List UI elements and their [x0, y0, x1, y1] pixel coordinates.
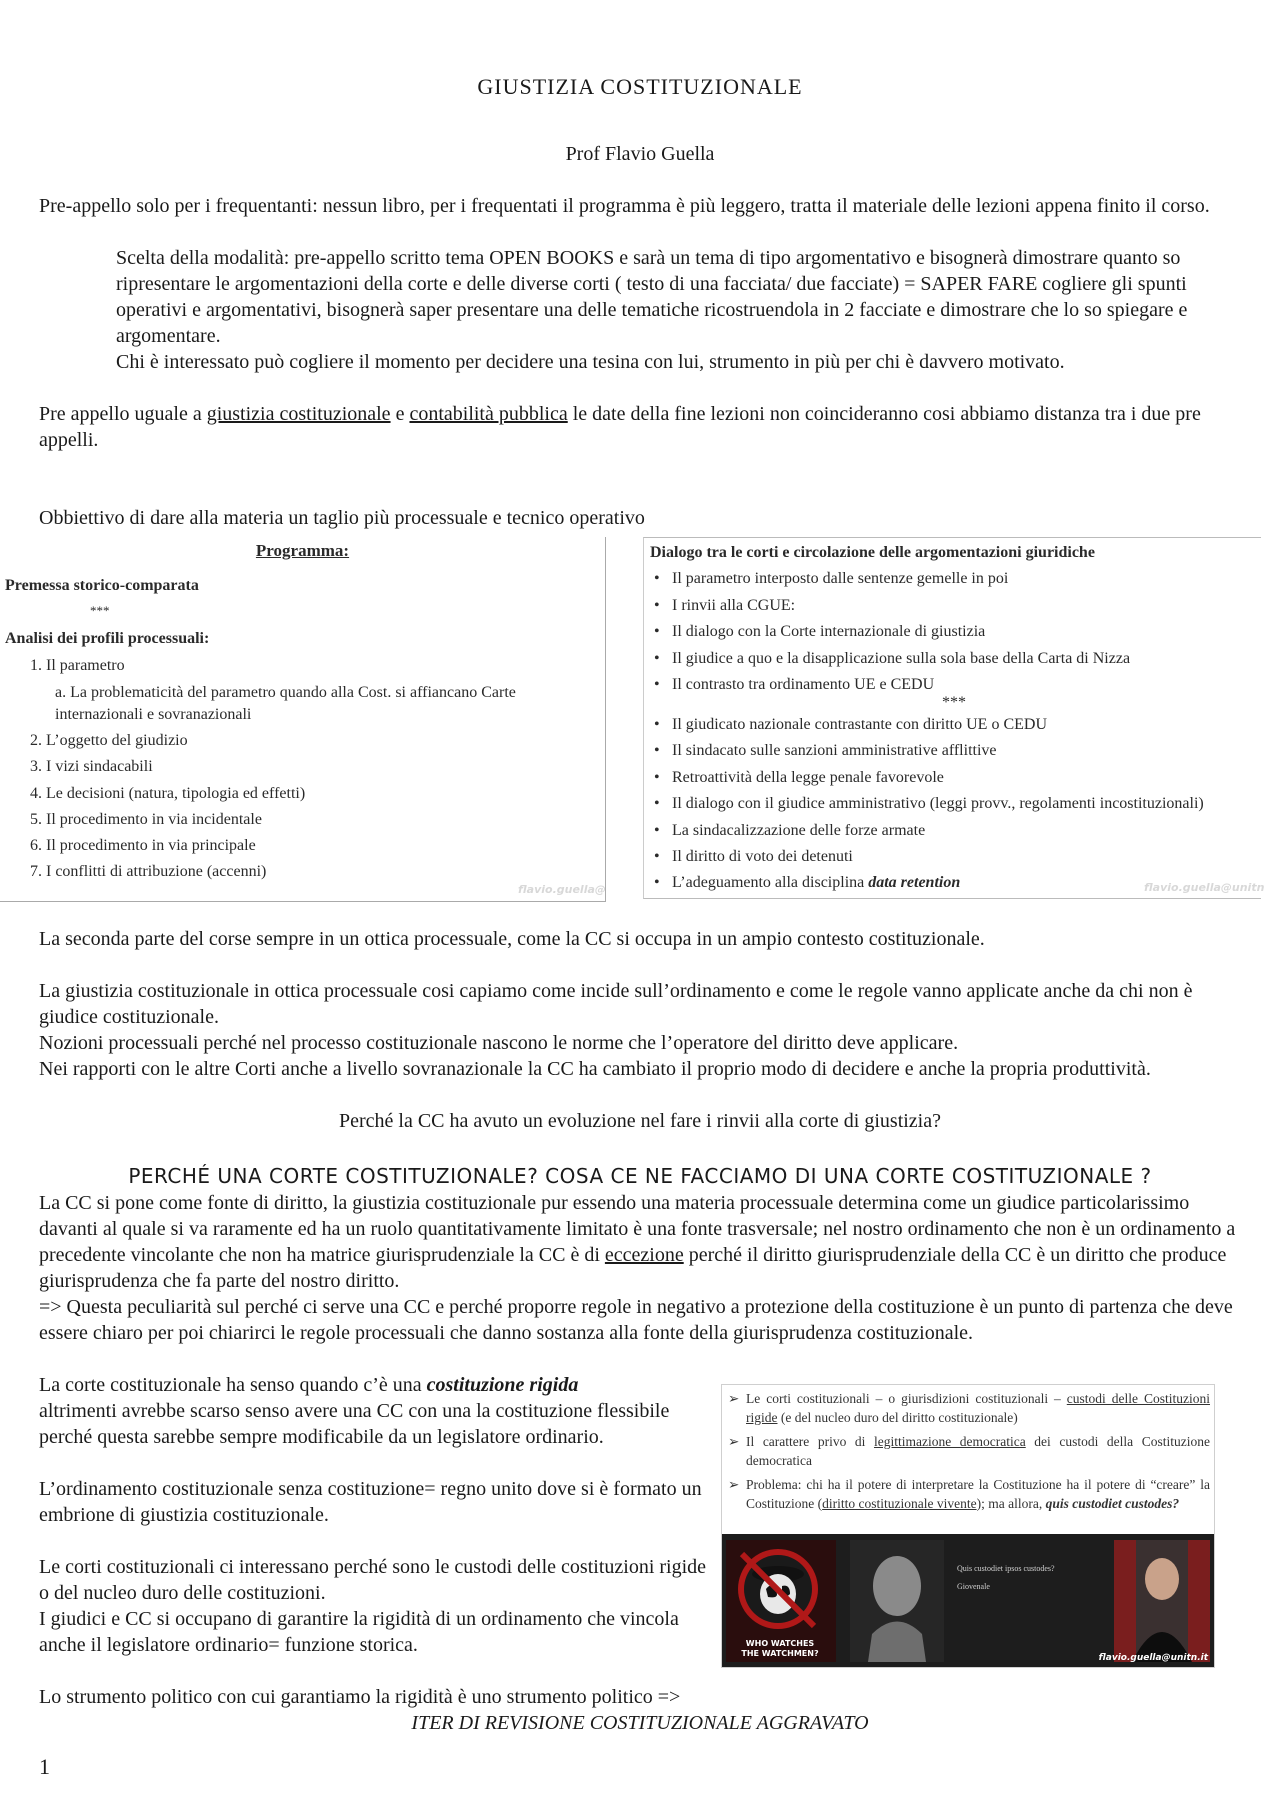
bullet-icon: • — [654, 675, 660, 693]
text-run: Il carattere privo di — [746, 1434, 874, 1449]
body-paragraph-9: Nei rapporti con le altre Corti anche a livello sovranazionale la CC ha cambiato il proprio modo di decidere e anche la propria produttività. — [39, 1058, 1151, 1080]
text-run: le date della fine lezioni non coincideranno cosi abbiamo distanza tra i due pre appelli. — [39, 403, 1201, 451]
body-question: Perché la CC ha avuto un evoluzione nel fare i rinvii alla corte di giustizia? — [338, 1110, 941, 1132]
link-contabilita-pubblica: contabilità pubblica — [409, 403, 568, 425]
text-run: ); ma allora, — [976, 1496, 1046, 1511]
bullet-icon: • — [654, 768, 660, 786]
text-run: La CC si pone come fonte di diritto, la giustizia costituzionale pur essendo una materia processuale determina come un giudice particolarissimo davanti al quale si va raramente ed ha un ruolo quantitativamente limitato è una fonte trasversale; nel nostro ordinamento che non è un ordinamento a precedente vincolante che non ha matrice giurisprudenziale la CC è di — [39, 1192, 1236, 1266]
body-paragraph-11 — [39, 1190, 1239, 1294]
program-item: 2. L’oggetto del giudizio — [30, 732, 188, 749]
custodes-bullet — [726, 1475, 1210, 1513]
bullet-icon: • — [654, 623, 660, 641]
judge-head-icon — [1145, 1558, 1179, 1600]
list-item-text: I rinvii alla CGUE: — [672, 596, 796, 614]
body-paragraph-8: Nozioni processuali perché nel processo costituzionale nascono le norme che l’operatore del diritto deve applicare. — [39, 1032, 959, 1054]
program-item: 7. I conflitti di attribuzione (accenni) — [30, 863, 267, 880]
program-item: 4. Le decisioni (natura, tipologia ed effetti) — [30, 785, 306, 802]
bullet-icon: • — [654, 821, 660, 839]
list-item — [650, 648, 1258, 674]
arrow-icon: ➢ — [728, 1434, 740, 1449]
list-item-text: Il parametro interposto dalle sentenze gemelle in poi — [672, 570, 1009, 588]
list-item-text: La sindacalizzazione delle forze armate — [672, 821, 926, 839]
text-run: Pre appello uguale a — [39, 403, 207, 425]
list-item — [650, 595, 1258, 621]
latin-quote: Quis custodiet ipsos custodes? — [957, 1564, 1055, 1573]
body-paragraph-7: La giustizia costituzionale in ottica processuale cosi capiamo come incide sull’ordinamento e come le regole vanno applicate anche da chi non è giudice costituzionale. — [39, 980, 1193, 1028]
list-item — [650, 568, 1258, 594]
dialogue-slide-title: Dialogo tra le corti e circolazione delle argomentazioni giuridiche — [650, 544, 1095, 561]
custodes-bullet — [726, 1432, 1210, 1470]
text-run: perché il diritto giurisprudenziale della CC è un diritto che produce giurisprudenza che fa parte del nostro diritto. — [39, 1244, 1227, 1292]
slide-watermark: flavio.guella@unitn — [1144, 881, 1265, 894]
body-paragraph-14: L’ordinamento costituzionale senza costituzione= regno unito dove si è formato un embrione di giustizia costituzionale. — [39, 1478, 702, 1526]
bullet-icon: • — [654, 742, 660, 760]
program-item: internazionali e sovranazionali — [55, 706, 252, 723]
flag-stripe — [1114, 1540, 1136, 1662]
custodes-bullet — [726, 1389, 1210, 1427]
underlined-text: legittimazione democratica — [873, 1434, 1026, 1449]
program-stars: *** — [90, 603, 110, 618]
text-run: altrimenti avrebbe scarso senso avere una CC con una la costituzione flessibile perché questa sarebbe sempre modificabile da un legislatore ordinario. — [39, 1400, 670, 1448]
document-title: GIUSTIZIA COSTITUZIONALE — [477, 74, 803, 99]
intro-paragraph-1: Pre-appello solo per i frequentanti: nessun libro, per i frequentati il programma è più leggero, tratta il materiale delle lezioni appena finito il corso. — [39, 195, 1210, 217]
list-item-text: Il giudicato nazionale contrastante con diritto UE o CEDU — [672, 715, 1047, 733]
list-item-text: Il diritto di voto dei detenuti — [672, 847, 853, 865]
slide-email: flavio.guella@unitn.it — [1098, 1653, 1208, 1663]
intro-paragraph-4 — [39, 401, 1239, 453]
dialogue-slide-image — [643, 537, 1265, 899]
section-heading: PERCHÉ UNA CORTE COSTITUZIONALE? COSA CE NE FACCIAMO DI UNA CORTE COSTITUZIONALE ? — [128, 1164, 1152, 1188]
list-item — [650, 767, 1258, 793]
custodes-image-strip — [722, 1534, 1214, 1667]
bullet-icon: • — [654, 570, 660, 588]
program-section-2: Analisi dei profili processuali: — [5, 630, 210, 647]
intro-paragraph-3: Chi è interessato può cogliere il momento per decidere una tesina con lui, strumento in più per chi è davvero motivato. — [116, 351, 1065, 373]
dialogue-list — [650, 542, 1258, 899]
bullet-icon: • — [654, 649, 660, 667]
dialogue-stars: *** — [942, 693, 966, 711]
program-item: 6. Il procedimento in via principale — [30, 837, 256, 854]
list-item — [650, 714, 1258, 740]
program-section-1: Premessa storico-comparata — [5, 577, 199, 594]
list-item — [650, 674, 1258, 696]
custodes-slide-text — [726, 1389, 1210, 1518]
list-item-text: Il dialogo con il giudice amministrativo (leggi provv., regolamenti incostituzionali) — [672, 795, 1204, 813]
text-run: e — [390, 403, 410, 425]
page-number: 1 — [39, 1754, 50, 1779]
body-paragraph-15: Le corti costituzionali ci interessano perché sono le custodi delle costituzioni rigide o del nucleo duro delle costituzioni. — [39, 1556, 707, 1604]
text-run: (e del nucleo duro del diritto costituzionale) — [777, 1410, 1018, 1425]
program-item: 3. I vizi sindacabili — [30, 758, 153, 775]
body-paragraph-16: I giudici e CC si occupano di garantire la rigidità di un ordinamento che vincola anche il legislatore ordinario= funzione storica. — [39, 1608, 679, 1656]
list-item-text: Il giudice a quo e la disapplicazione sulla sola base della Carta di Nizza — [672, 649, 1131, 667]
list-item-text: Il sindacato sulle sanzioni amministrative afflittive — [672, 742, 997, 760]
list-item — [650, 740, 1258, 766]
program-slide-image — [0, 537, 606, 902]
watchmen-caption: WHO WATCHES THE WATCHMEN? — [741, 1639, 819, 1658]
body-paragraph-12: => Questa peculiarità sul perché ci serve una CC e perché proporre regole in negativo a protezione della costituzione è un punto di partenza che deve essere chiaro per poi chiarirci le regole processuali che danno sostanza alla fonte della giurisprudenza costituzionale. — [39, 1296, 1233, 1344]
text-run: Problema: chi ha il potere di interpretare la Costituzione ha il potere di “creare” la Costituzione ( — [746, 1477, 1210, 1511]
list-item-text: Il contrasto tra ordinamento UE e CEDU — [672, 675, 935, 693]
list-item — [650, 846, 1258, 872]
slide-watermark: flavio.guella@ — [518, 883, 606, 896]
list-item — [650, 793, 1258, 819]
program-slide-title: Programma: — [255, 541, 350, 560]
body-paragraph-17: Lo strumento politico con cui garantiamo la rigidità è uno strumento politico => — [39, 1686, 681, 1708]
intro-paragraph-2: Scelta della modalità: pre-appello scritto tema OPEN BOOKS e sarà un tema di tipo argomentativo e bisognerà dimostrare quanto so ripresentare le argomentazioni della corte e delle diverse corti ( testo di una facciata/ due facciate) = SAPER FARE cogliere gli spunti operativi e argomentativi, bisognerà saper presentare una delle tematiche ricostruendola in 2 facciate e dimostrare che lo so spiegare e argomentare. — [116, 247, 1188, 347]
text-run: Le corti costituzionali – o giurisdizioni costituzionali – — [746, 1391, 1067, 1406]
intro-paragraph-5: Obbiettivo di dare alla materia un taglio più processuale e tecnico operativo — [39, 507, 645, 529]
underlined-word: eccezione — [604, 1244, 684, 1266]
bullet-icon: • — [654, 795, 660, 813]
body-paragraph-18: ITER DI REVISIONE COSTITUZIONALE AGGRAVATO — [411, 1712, 869, 1734]
list-item — [650, 820, 1258, 846]
program-item: a. La problematicità del parametro quando alla Cost. si affiancano Carte — [55, 684, 516, 701]
bullet-icon: • — [654, 847, 660, 865]
program-item: 1. Il parametro — [30, 657, 125, 674]
bullet-icon: • — [654, 715, 660, 733]
bullet-icon: • — [654, 874, 660, 892]
list-item-text: L’adeguamento alla disciplina — [672, 874, 869, 892]
italic-text: quis custodiet custodes? — [1045, 1496, 1180, 1511]
custodes-slide-image — [721, 1384, 1215, 1668]
body-paragraph-6: La seconda parte del corse sempre in un ottica processuale, come la CC si occupa in un ampio contesto costituzionale. — [39, 928, 985, 950]
flag-stripe — [1188, 1540, 1210, 1662]
arrow-icon: ➢ — [728, 1391, 740, 1406]
list-item-text-italic: data retention — [868, 874, 961, 892]
emphasis-text: costituzione rigida — [426, 1374, 579, 1396]
arrow-icon: ➢ — [728, 1477, 740, 1492]
underlined-text: diritto costituzionale vivente — [822, 1496, 977, 1511]
list-item-text: Il dialogo con la Corte internazionale di giustizia — [672, 623, 986, 641]
list-item — [650, 621, 1258, 647]
program-item: 5. Il procedimento in via incidentale — [30, 811, 262, 828]
text-run: La corte costituzionale ha senso quando c’è una — [39, 1374, 427, 1396]
bullet-icon: • — [654, 596, 660, 614]
body-paragraph-13 — [39, 1372, 719, 1450]
list-item-text: Retroattività della legge penale favorevole — [672, 768, 944, 786]
link-giustizia-costituzionale: giustizia costituzionale — [206, 403, 391, 425]
quote-author: Giovenale — [957, 1582, 990, 1591]
bust-head-icon — [873, 1556, 921, 1616]
text-run: dei custodi della Costituzione democratica — [746, 1434, 1210, 1468]
underlined-text: custodi delle Costituzioni rigide — [746, 1391, 1210, 1425]
professor-name: Prof Flavio Guella — [565, 143, 715, 165]
